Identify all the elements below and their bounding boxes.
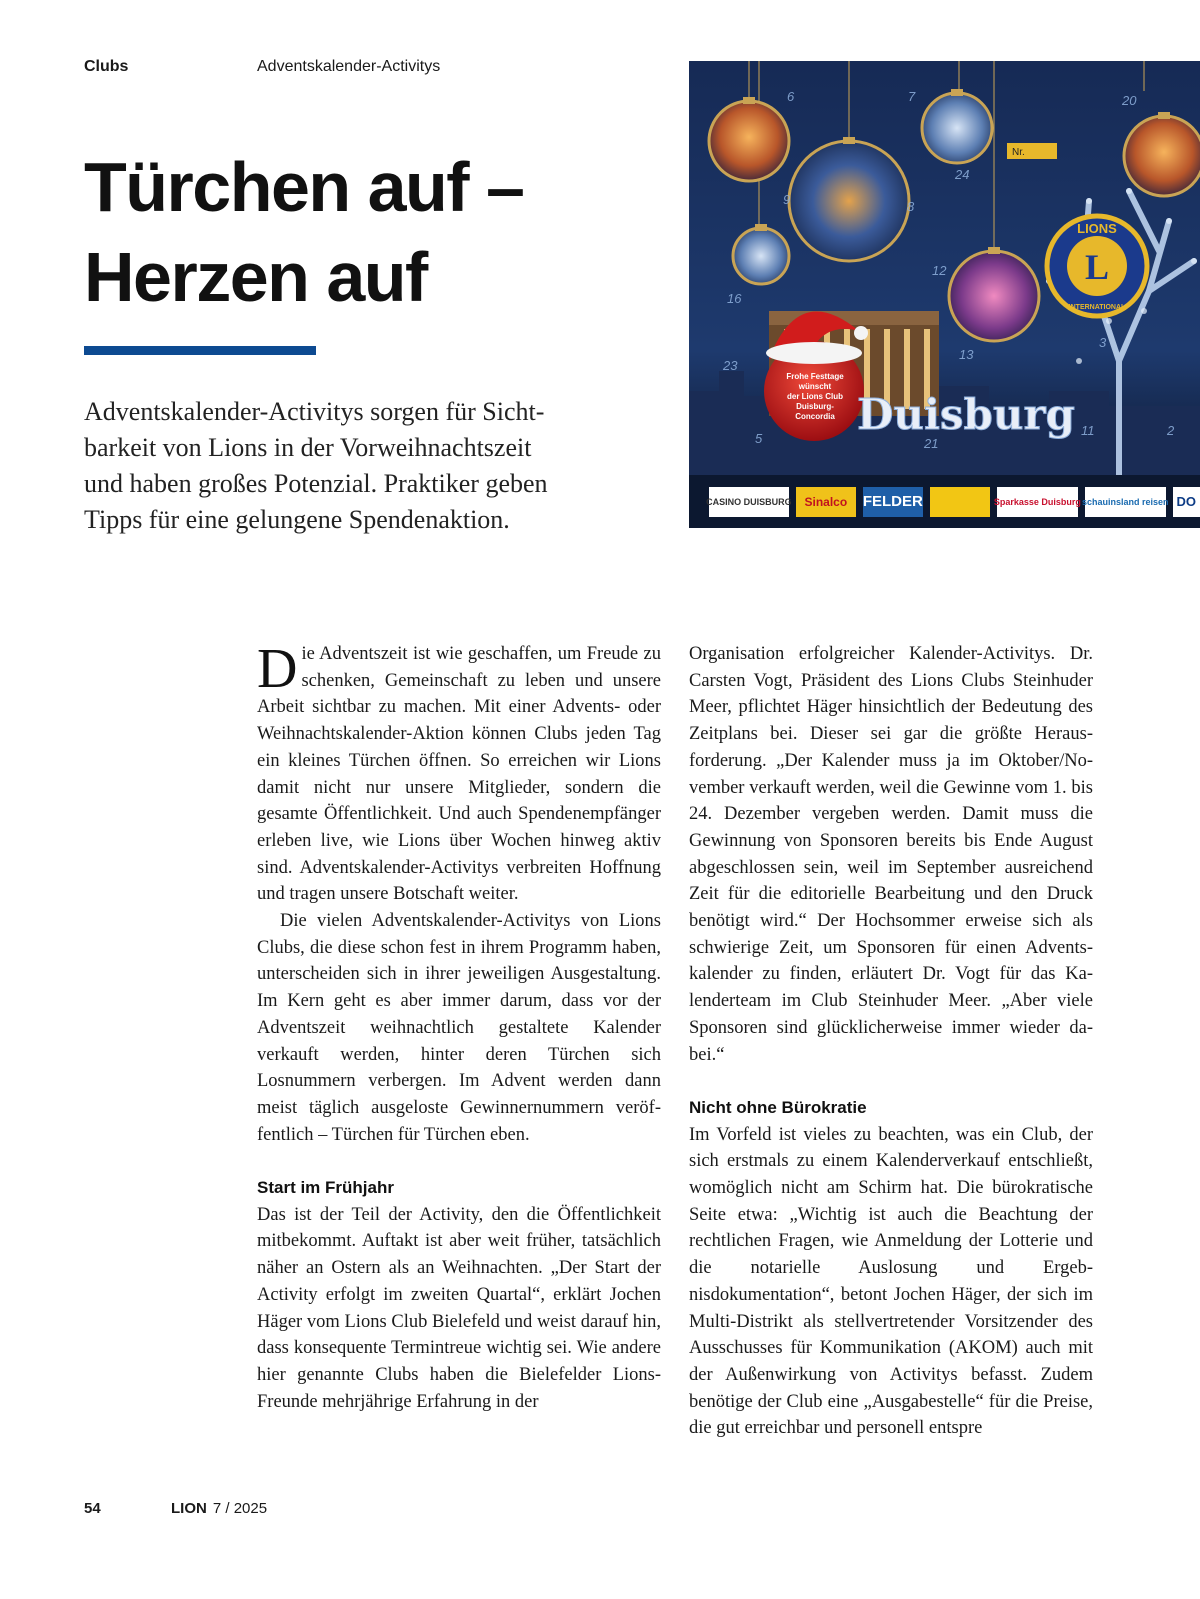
city-name: Duisburg bbox=[857, 390, 1075, 439]
svg-text:LIONS: LIONS bbox=[1077, 221, 1117, 236]
svg-text:16: 16 bbox=[727, 291, 742, 306]
ornament-bridge bbox=[733, 228, 789, 284]
number-label: Nr. bbox=[1012, 147, 1025, 158]
body-column-left bbox=[257, 638, 661, 1415]
svg-text:8: 8 bbox=[907, 199, 915, 214]
body-column-right bbox=[689, 641, 1093, 1442]
ornament-harbour bbox=[709, 101, 789, 181]
sponsor-logo: DO bbox=[1173, 487, 1200, 517]
sponsor-logo-graphic bbox=[930, 487, 990, 517]
svg-text:der Lions Club: der Lions Club bbox=[787, 392, 843, 401]
body-paragraph: Organisation erfolgreicher Kalender-Activitys. Dr. Carsten Vogt, Präsident des Lions Clubs Steinhuder Meer, pflichtet Häger hinsichtlich der Bedeutung des Zeitplans bei. Dieser sei gar die größte Herausforderung. „Der Kalender muss ja im Oktober/November verkauft werden, weil die Gewinne vom 1. bis 24. Dezember vergeben werden. Damit muss die Gewinnung von Sponsoren bereits bis Ende August abgeschlossen sein, weil im September ausreichend Zeit für die editorielle Bearbeitung und den Druck benötigt wird.“ Der Hochsommer erweise sich als schwierige Zeit, um Sponsoren für einen Adventskalender zu finden, erläutert Dr. Vogt für das Kalenderteam im Club Steinhuder Meer. „Aber viele Sponsoren sind glücklicherweise immer wieder dabei.“ bbox=[689, 644, 1093, 1065]
drop-cap: D bbox=[257, 638, 298, 700]
lead-line: und haben großes Potenzial. Praktiker geben bbox=[84, 469, 548, 498]
svg-text:6: 6 bbox=[787, 89, 795, 104]
body-paragraph: Die vielen Adventskalender-Activitys von Lions Clubs, die diese schon fest in ihrem Programm haben, unterscheiden sich in ihrer jeweiligen Ausgestaltung. Im Kern geht es aber immer darum, dass vor der Adventszeit weihnachtlich gestaltete Kalender verkauft werden, hinter deren Türchen sich Losnummern verbergen. Im Advent werden dann meist täglich ausgeloste Gewinnernummern veröffentlich – Türchen für Türchen eben. bbox=[257, 911, 661, 1145]
topic-label: Adventskalender-Activitys bbox=[257, 58, 441, 75]
calendar-artwork bbox=[689, 61, 1200, 475]
body-paragraph bbox=[257, 638, 661, 908]
section-heading: Nicht ohne Bürokratie bbox=[689, 1097, 867, 1117]
svg-text:24: 24 bbox=[955, 167, 970, 182]
svg-text:5: 5 bbox=[755, 431, 763, 446]
svg-text:2: 2 bbox=[1167, 423, 1175, 438]
body-paragraph: Das ist der Teil der Activity, den die Öffentlichkeit mitbekommt. Auftakt ist aber weit früher, tatsächlich näher an Ostern als an Weihnachten. „Der Start der Activity erfolgt im zweiten Quartal“, erklärt Jochen Häger vom Lions Club Bielefeld und weist darauf hin, dass konsequente Termintreue wichtig sei. Wie andere hier genannte Clubs haben die Bielefelder Lions-Freunde mehrjährige Erfahrung in der bbox=[257, 1204, 661, 1412]
section-heading: Start im Frühjahr bbox=[257, 1178, 394, 1198]
page-number: 54 bbox=[84, 1500, 101, 1517]
svg-text:Concordia: Concordia bbox=[795, 412, 835, 421]
sponsor-logo: Sinalco bbox=[796, 487, 856, 517]
ornament-tower bbox=[1124, 116, 1200, 196]
lions-seal bbox=[1047, 216, 1147, 316]
body-paragraph: Im Vorfeld ist vieles zu beachten, was ein Club, der sich erstmals zu einem Kalenderverkauf entschließt, womöglich nicht am Schirm hat. Die bürokratische Seite etwa: „Wichtig ist auch die Beachtung der rechtlichen Fragen, wie Anmeldung der Lotterie und die notarielle Auslosung und Ergebnisdokumentation“, betont Jochen Häger, der sich im Multi-Distrikt als stellvertretender Vorsitzender des Ausschusses für Kommunikation (AKOM) auch mit der Außenwirkung von Activitys befasst. Zudem benötige der Club eine „Ausgabestelle“ für die Preise, die gut erreichbar und personell entspre bbox=[689, 1124, 1093, 1439]
svg-text:Frohe Festtage: Frohe Festtage bbox=[786, 372, 844, 381]
svg-text:21: 21 bbox=[924, 436, 939, 451]
paragraph-text: ie Adventszeit ist wie geschaffen, um Freude zu schenken, Gemeinschaft zu leben und unsere Arbeit sichtbar zu machen. Mit einer Advents- oder Weihnachtskalender-Aktion können Clubs jeden Tag ein kleines Türchen öffnen. So erreichen wir Lions damit nicht nur unsere Mitglieder, sondern die gesamte Öffentlichkeit. Und auch Spendenempfänger erleben live, wie Lions über Wochen hinweg aktiv sind. Adventskalender-Activitys verbreiten Hoffnung und tragen unsere Botschaft weiter. bbox=[257, 644, 661, 905]
svg-text:20: 20 bbox=[1122, 93, 1137, 108]
title-line: Türchen auf – bbox=[84, 148, 524, 226]
lead-line: Adventskalender-Activitys sorgen für Sicht- bbox=[84, 397, 545, 426]
article-title bbox=[84, 142, 644, 322]
svg-text:3: 3 bbox=[1099, 335, 1107, 350]
advent-calendar-image bbox=[689, 61, 1200, 528]
svg-text:11: 11 bbox=[1081, 423, 1095, 438]
svg-text:7: 7 bbox=[908, 89, 916, 104]
svg-text:13: 13 bbox=[959, 347, 974, 362]
lead-line: barkeit von Lions in der Vorweihnachtszeit bbox=[84, 433, 532, 462]
svg-text:23: 23 bbox=[723, 358, 738, 373]
ornament-innenhafen bbox=[789, 141, 909, 261]
accent-rule bbox=[84, 346, 316, 355]
magazine-brand: LION bbox=[171, 1500, 207, 1517]
svg-text:wünscht: wünscht bbox=[798, 382, 832, 391]
svg-text:9: 9 bbox=[783, 192, 791, 207]
sponsor-strip bbox=[689, 475, 1200, 528]
svg-text:L: L bbox=[1084, 247, 1110, 287]
article-lead bbox=[84, 394, 584, 538]
ornament-tiger-turtle bbox=[922, 93, 992, 163]
svg-text:Duisburg-: Duisburg- bbox=[796, 402, 834, 411]
lead-line: Tipps für eine gelungene Spendenaktion. bbox=[84, 505, 510, 534]
magazine-issue bbox=[171, 1500, 267, 1517]
section-label: Clubs bbox=[84, 58, 129, 75]
sponsor-logo: FELDER bbox=[863, 487, 923, 517]
sponsor-logo: schauinsland reisen bbox=[1085, 487, 1166, 517]
sponsor-logo: Sparkasse Duisburg bbox=[997, 487, 1078, 517]
title-line: Herzen auf bbox=[84, 238, 427, 316]
svg-text:INTERNATIONAL: INTERNATIONAL bbox=[1068, 304, 1126, 311]
issue-number: 7 / 2025 bbox=[212, 1500, 268, 1517]
sponsor-logo: CASINO DUISBURG bbox=[709, 487, 789, 517]
ornament-lights bbox=[949, 251, 1039, 341]
svg-text:12: 12 bbox=[932, 263, 947, 278]
